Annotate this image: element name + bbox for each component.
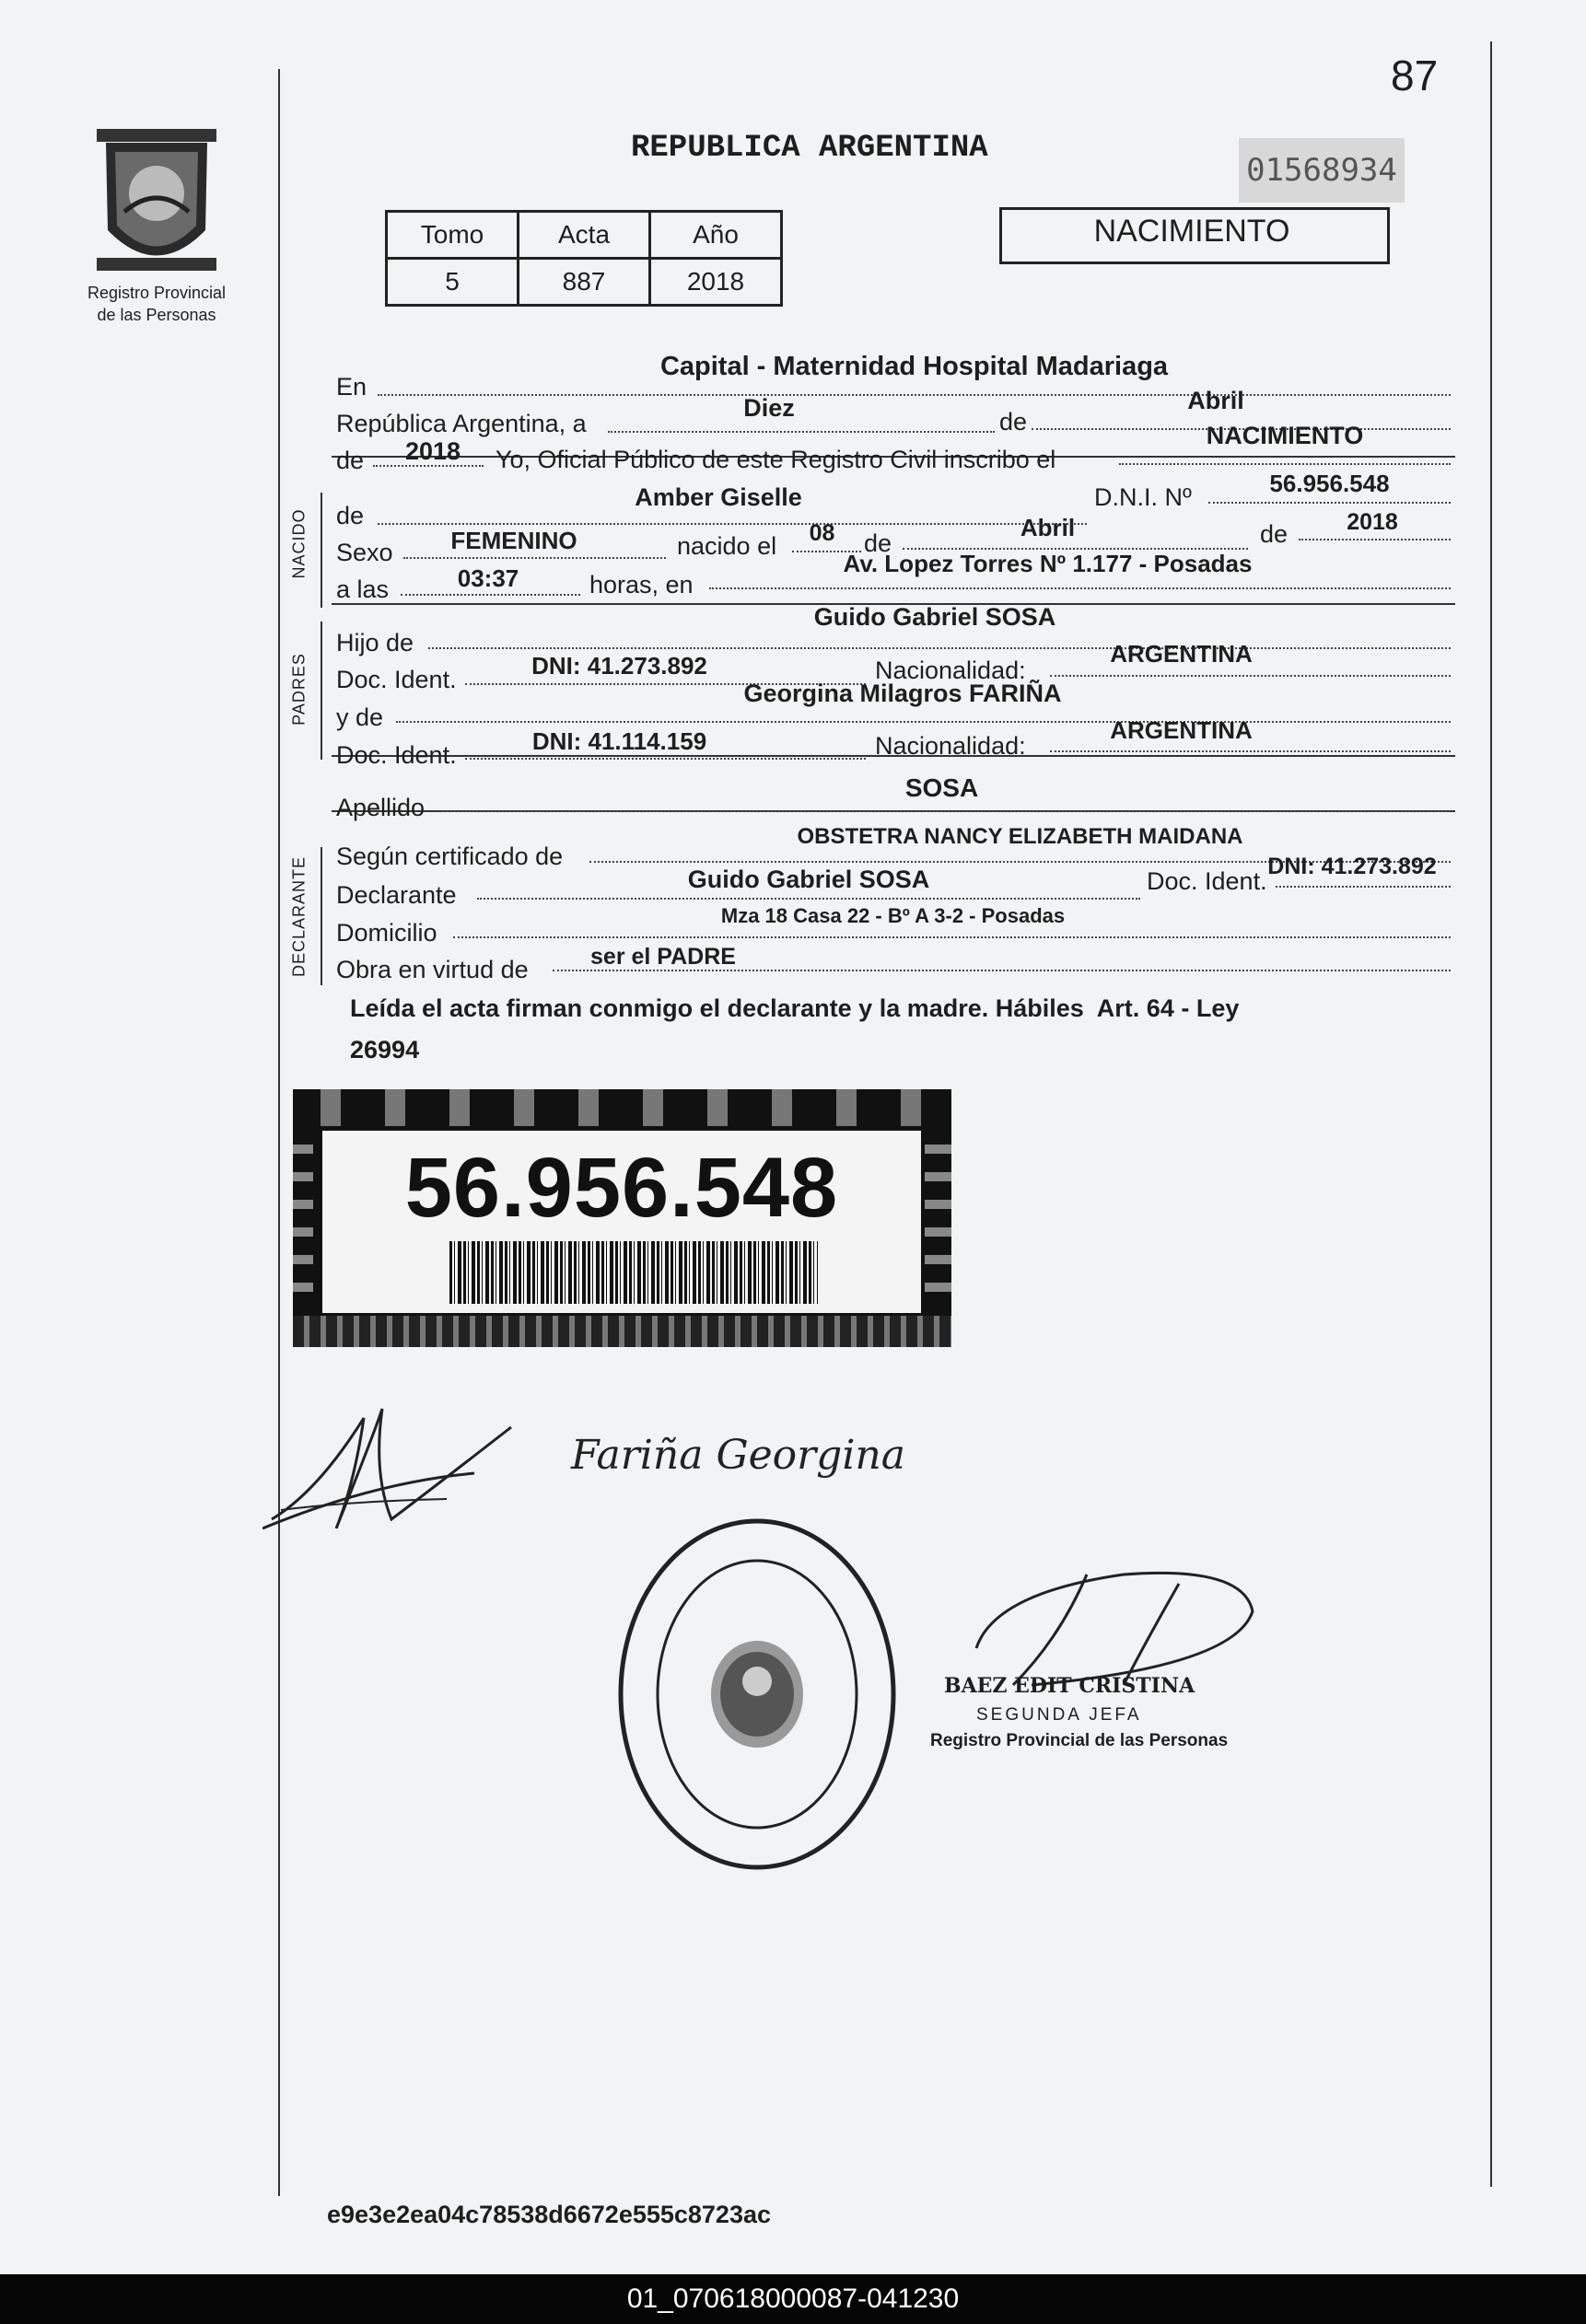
label-domicilio: Domicilio [336, 919, 437, 947]
sticker-dni-number: 56.956.548 [404, 1141, 839, 1235]
header-acta: Acta [519, 212, 650, 259]
dots-apellido [442, 810, 1451, 812]
label-horas: horas, en [589, 571, 694, 598]
dots-nac-madre [1050, 750, 1451, 752]
side-label-nacido: NACIDO [289, 508, 309, 579]
value-nombre: Amber Giselle [635, 483, 802, 511]
label-dni: D.N.I. Nº [1094, 483, 1192, 511]
closing-text-line2: 26994 [350, 1036, 420, 1063]
value-hora: 03:37 [457, 564, 519, 592]
value-mes: Abril [1187, 387, 1244, 414]
value-dia-nac: 08 [809, 520, 835, 546]
official-role: SEGUNDA JEFA [976, 1705, 1142, 1725]
dots-dni [1208, 502, 1451, 504]
footer-id: 01_070618000087-041230 [0, 2274, 1586, 2324]
label-doc-declarante: Doc. Ident. [1147, 867, 1267, 895]
label-nac-padre: Nacionalidad: [875, 657, 1026, 684]
label-obra: Obra en virtud de [336, 956, 529, 983]
dots-declarante [477, 898, 1140, 900]
label-nac-madre: Nacionalidad: [875, 732, 1026, 760]
mother-signature: Fariña Georgina [571, 1432, 905, 1479]
serial-number: 01568934 [1239, 138, 1405, 203]
value-madre: Georgina Milagros FARIÑA [743, 680, 1062, 707]
label-de-anio-nac: de [1260, 520, 1289, 548]
value-doc-madre: DNI: 41.114.159 [531, 727, 707, 755]
value-declarante: Guido Gabriel SOSA [687, 866, 930, 893]
bracket-nacido [321, 493, 322, 608]
registry-table [385, 210, 783, 307]
label-de-mes: de [999, 408, 1028, 436]
official-name: BAEZ EDIT CRISTINA [944, 1674, 1195, 1698]
bracket-padres [321, 622, 322, 760]
official-seal [617, 1517, 898, 1872]
label-en: En [336, 373, 367, 401]
side-label-padres: PADRES [289, 653, 309, 726]
value-sexo: FEMENINO [450, 527, 577, 554]
value-certificado: OBSTETRA NANCY ELIZABETH MAIDANA [797, 824, 1243, 849]
label-y-de: y de [336, 703, 384, 731]
right-margin-line [1490, 41, 1492, 2187]
dots-anio-nac [1299, 539, 1451, 540]
value-tomo: 5 [387, 259, 519, 306]
value-domicilio: Mza 18 Casa 22 - Bº A 3-2 - Posadas [720, 904, 1066, 927]
logo [87, 129, 226, 285]
label-de-nombre: de [336, 502, 365, 529]
value-anio: 2018 [650, 259, 782, 306]
value-nac-madre: ARGENTINA [1110, 716, 1253, 744]
logo-caption-1: Registro Provincial [87, 284, 227, 302]
registry-seal-icon [617, 1517, 898, 1872]
bracket-declarante [321, 847, 322, 985]
dni-sticker [293, 1089, 951, 1347]
dots-domicilio [453, 936, 1451, 938]
closing-text-line1: Leída el acta firman conmigo el declarante y la madre. Hábiles Art. 64 - Ley [350, 994, 1240, 1022]
value-doc-padre: DNI: 41.273.892 [531, 652, 707, 680]
document-title: REPUBLICA ARGENTINA [631, 131, 988, 166]
dots-doc-declarante [1276, 886, 1451, 888]
header-anio: Año [650, 212, 782, 259]
dots-hora [401, 594, 580, 596]
dots-sexo [403, 557, 666, 559]
left-margin-line [278, 69, 280, 2196]
label-doc-madre: Doc. Ident. [336, 741, 457, 769]
label-de-mes-nac: de [864, 529, 892, 557]
value-doc-declarante: DNI: 41.273.892 [1267, 854, 1437, 879]
dots-direccion [709, 587, 1451, 589]
sticker-pattern-bottom [293, 1316, 951, 1347]
dots-doc-madre [465, 758, 866, 760]
page-number: 87 [1391, 52, 1439, 99]
document-hash: e9e3e2ea04c78538d6672e555c8723ac [327, 2201, 771, 2228]
label-declarante: Declarante [336, 881, 457, 909]
value-dia: Diez [743, 394, 795, 422]
label-segun: Según certificado de [336, 842, 564, 870]
dots-nac-padre [1050, 675, 1451, 677]
label-apellido: Apellido [336, 794, 426, 821]
label-sexo: Sexo [336, 539, 393, 566]
sticker-pattern-left [293, 1126, 313, 1310]
sticker-pattern-right [925, 1126, 951, 1310]
logo-caption-2: de las Personas [97, 306, 216, 324]
value-direccion: Av. Lopez Torres Nº 1.177 - Posadas [843, 550, 1253, 577]
value-padre: Guido Gabriel SOSA [813, 603, 1056, 631]
official-office: Registro Provincial de las Personas [930, 1731, 1229, 1750]
value-anio-nac: 2018 [1347, 509, 1398, 535]
value-anio: 2018 [404, 437, 461, 465]
value-acto: NACIMIENTO [1206, 422, 1364, 449]
province-shield-icon [87, 129, 226, 285]
label-yo: Yo, Oficial Público de este Registro Civil inscribo el [496, 446, 1056, 473]
declarant-signature [262, 1381, 520, 1547]
value-dni: 56.956.548 [1269, 470, 1390, 497]
dots-acto [1119, 463, 1451, 465]
dots-dia [608, 431, 995, 433]
label-a-las: a las [336, 575, 390, 603]
value-lugar: Capital - Maternidad Hospital Madariaga [659, 352, 1169, 381]
side-label-declarante: DECLARANTE [289, 855, 309, 978]
header-tomo: Tomo [387, 212, 519, 259]
sticker-pattern-top [293, 1089, 951, 1126]
label-nacido: nacido el [677, 532, 777, 560]
value-obra: ser el PADRE [590, 944, 736, 970]
sticker-barcode [449, 1241, 818, 1304]
document-type: NACIMIENTO [1093, 214, 1290, 249]
label-de-anio: de [336, 447, 365, 474]
label-hijo: Hijo de [336, 629, 414, 657]
value-nac-padre: ARGENTINA [1110, 640, 1253, 668]
value-apellido: SOSA [904, 773, 979, 802]
value-acta: 887 [519, 259, 650, 306]
value-mes-nac: Abril [1020, 514, 1076, 541]
label-doc-padre: Doc. Ident. [336, 666, 457, 693]
label-republica: República Argentina, a [336, 410, 587, 437]
